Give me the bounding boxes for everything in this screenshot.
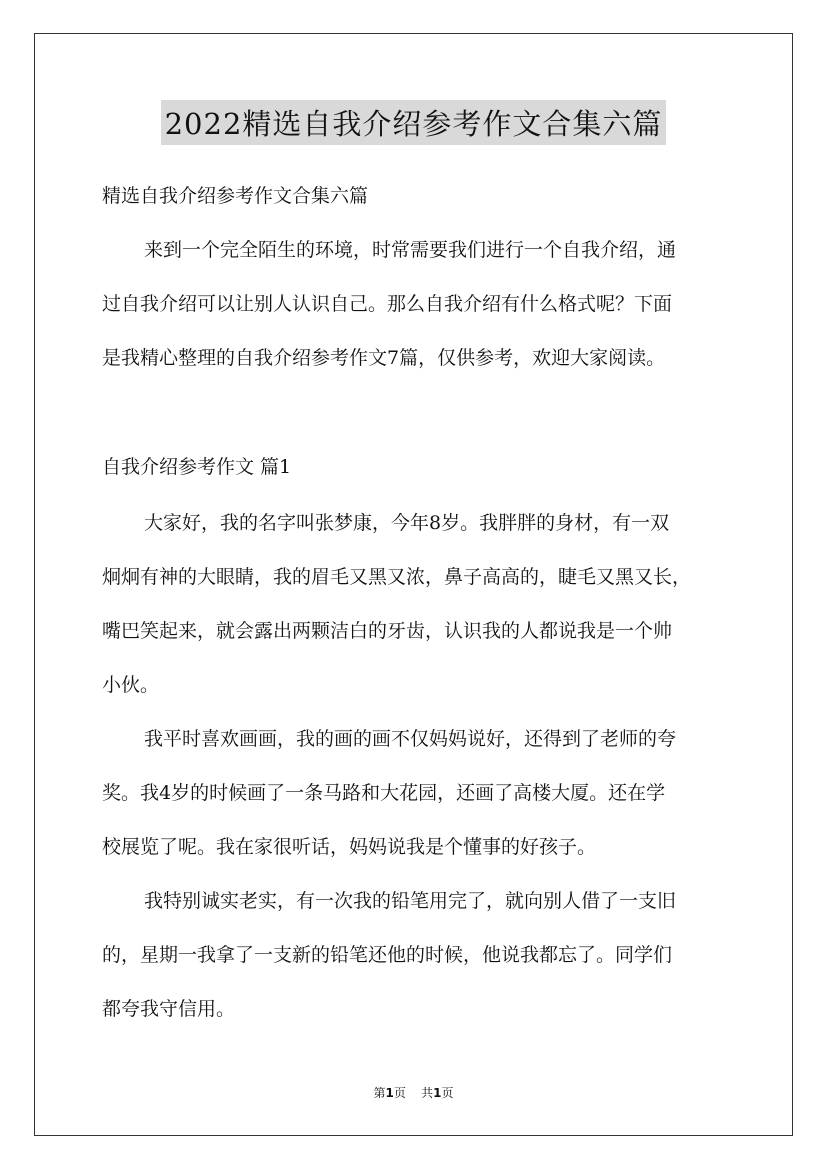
- page-suffix: 页: [393, 1086, 406, 1100]
- paragraph-line: 嘴巴笑起来，就会露出两颗洁白的牙齿，认识我的人都说我是一个帅: [102, 620, 673, 642]
- section-heading: 自我介绍参考作文 篇1: [102, 456, 292, 478]
- document-subtitle: 精选自我介绍参考作文合集六篇: [102, 185, 369, 207]
- title-container: [0, 100, 827, 145]
- document-title: 2022精选自我介绍参考作文合集六篇: [161, 100, 667, 145]
- total-pages-label: [421, 1086, 453, 1100]
- intro-line: 是我精心整理的自我介绍参考作文7篇，仅供参考，欢迎大家阅读。: [102, 347, 666, 369]
- paragraph-line: 小伙。: [102, 674, 160, 696]
- paragraph-line: 的，星期一我拿了一支新的铅笔还他的时候，他说我都忘了。同学们: [102, 944, 673, 966]
- paragraph-line: 我特别诚实老实，有一次我的铅笔用完了，就向别人借了一支旧: [144, 890, 677, 912]
- total-number: 1: [433, 1086, 442, 1100]
- paragraph-line: 炯炯有神的大眼睛，我的眉毛又黑又浓，鼻子高高的，睫毛又黑又长，: [102, 566, 692, 588]
- paragraph-line: 我平时喜欢画画，我的画的画不仅妈妈说好，还得到了老师的夸: [144, 728, 677, 750]
- total-prefix: 共: [421, 1086, 434, 1100]
- intro-line: 过自我介绍可以让别人认识自己。那么自我介绍有什么格式呢？下面: [102, 293, 673, 315]
- page-footer: [0, 1084, 827, 1101]
- paragraph-line: 大家好，我的名字叫张梦康，今年8岁。我胖胖的身材，有一双: [144, 512, 670, 534]
- paragraph-line: 奖。我4岁的时候画了一条马路和大花园，还画了高楼大厦。还在学: [102, 782, 666, 804]
- page-number-label: [373, 1086, 405, 1100]
- page-number: 1: [385, 1086, 394, 1100]
- page-prefix: 第: [373, 1086, 386, 1100]
- paragraph-line: 校展览了呢。我在家很听话，妈妈说我是个懂事的好孩子。: [102, 836, 597, 858]
- total-suffix: 页: [441, 1086, 454, 1100]
- intro-line: 来到一个完全陌生的环境，时常需要我们进行一个自我介绍，通: [144, 239, 677, 261]
- paragraph-line: 都夸我守信用。: [102, 998, 236, 1020]
